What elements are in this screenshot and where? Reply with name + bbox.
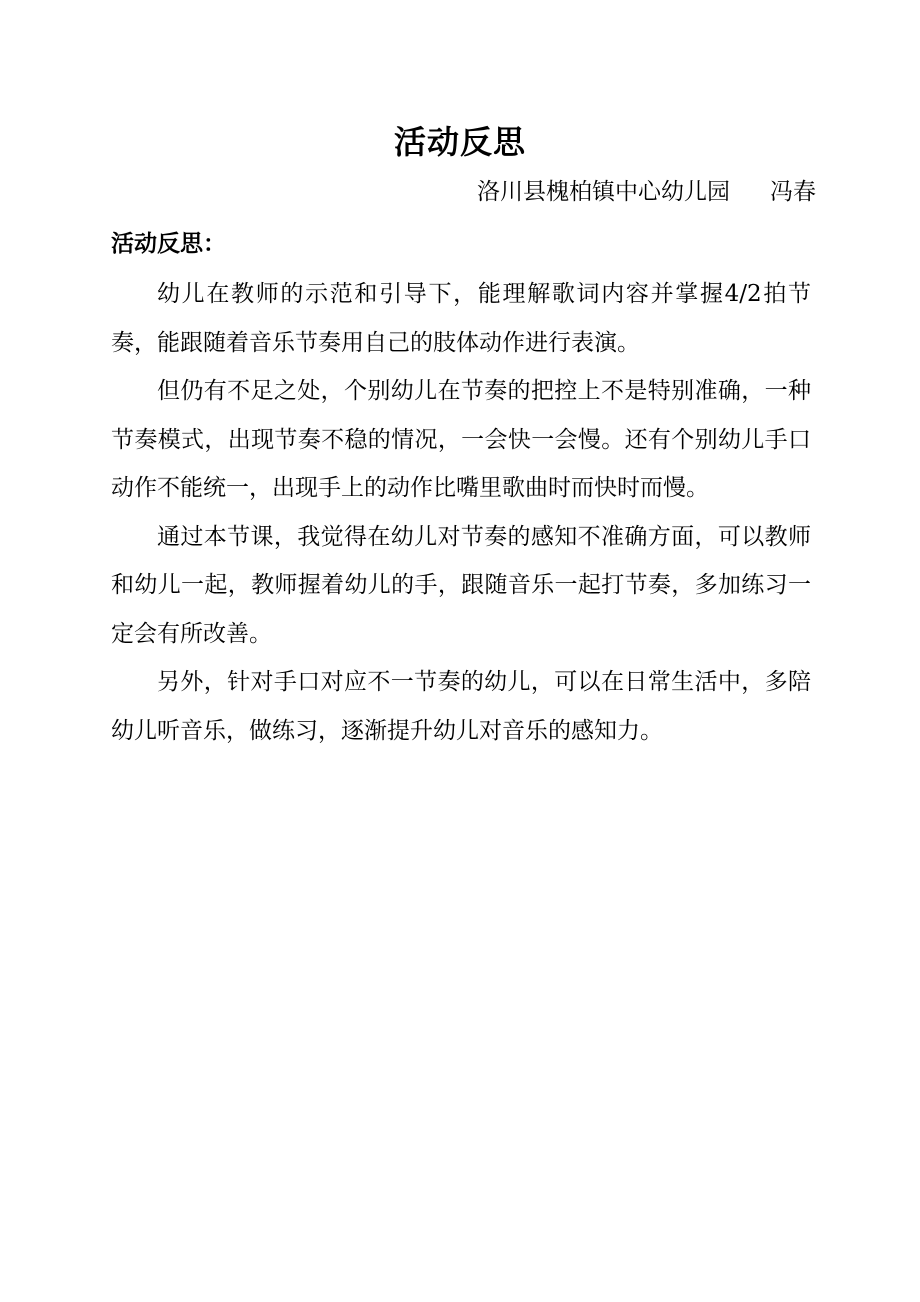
paragraph: 另外，针对手口对应不一节奏的幼儿，可以在日常生活中，多陪幼儿听音乐，做练习，逐渐提升幼儿对音乐的感知力。	[111, 669, 811, 744]
paragraph: 通过本节课，我觉得在幼儿对节奏的感知不准确方面，可以教师和幼儿一起，教师握着幼儿的手，跟随音乐一起打节奏，多加练习一定会有所改善。	[111, 523, 811, 647]
author-organization: 洛川县槐柏镇中心幼儿园	[477, 179, 730, 205]
author-name: 冯春	[770, 179, 816, 205]
section-heading: 活动反思：	[111, 231, 226, 257]
reflection-body	[111, 270, 811, 755]
paragraph: 但仍有不足之处，个别幼儿在节奏的把控上不是特别准确，一种节奏模式，出现节奏不稳的情况，一会快一会慢。还有个别幼儿手口动作不能统一，出现手上的动作比嘴里歌曲时而快时而慢。	[111, 378, 811, 501]
paragraph: 幼儿在教师的示范和引导下，能理解歌词内容并掌握4/2拍节奏，能跟随着音乐节奏用自己的肢体动作进行表演。	[111, 281, 811, 356]
author-line	[477, 172, 816, 212]
document-title: 活动反思	[393, 123, 526, 161]
